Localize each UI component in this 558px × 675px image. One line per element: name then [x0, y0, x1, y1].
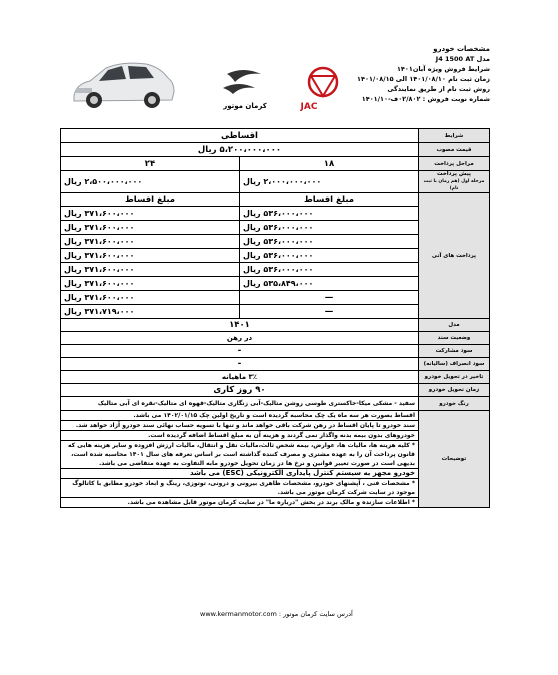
row-fee	[61, 358, 490, 371]
spec-block	[350, 44, 490, 104]
row-prepay	[61, 171, 490, 193]
note-item: * اطلاعات سازنده و مالک برند در بخش "درباره ما" در سایت کرمان موتور قابل مشاهده می باشد.	[61, 498, 419, 508]
footer-site-label: آدرس سایت کرمان موتور :	[278, 610, 353, 618]
install-18-cell: ۵۳۶،۰۰۰،۰۰۰ ریال	[240, 207, 419, 221]
row-notes-1	[61, 411, 490, 421]
row-terms	[61, 157, 490, 171]
install-18-cell: —	[240, 291, 419, 305]
row-year	[61, 319, 490, 332]
label-fee: سود انصراف (سالیانه)	[419, 358, 490, 371]
install-24-cell: ۳۷۱،۶۰۰،۰۰۰ ریال	[61, 291, 240, 305]
note-item: اقساط بصورت هر سه ماه یک چک محاسبه گردیده است و تاریخ اولین چک ۱۴۰۲/۰۱/۱۵ می باشد.	[61, 411, 419, 421]
note-item: * مشخصات فنی ، آپشنهای خودرو، مشخصات ظاهری بیرونی و درونی، توتوزی، رینگ و ابعاد خودرو مطابق با کاتالوگ موجود در سایت شرکت کرمان موتور می باشد.	[61, 479, 419, 498]
footer-site-link[interactable]: www.kermanmotor.com	[200, 610, 277, 618]
value-prepay-24: ۲،۵۰۰،۰۰۰،۰۰۰ ریال	[61, 171, 240, 193]
row-delivery	[61, 384, 490, 397]
label-delivery: زمان تحویل خودرو	[419, 384, 490, 397]
install-24-cell: ۳۷۱،۶۰۰،۰۰۰ ریال	[61, 235, 240, 249]
footer	[200, 610, 353, 618]
row-doc	[61, 332, 490, 345]
note-item: سند خودرو تا پایان اقساط در رهن شرکت باقی خواهد ماند و تنها با تسویه حساب نهائی سند خودرو آزاد خواهد شد.	[61, 421, 419, 431]
install-18-cell: ۵۳۶،۰۰۰،۰۰۰ ریال	[240, 221, 419, 235]
label-prepay: پیش پرداخت مرحله اول (هم زمان با ثبت نام)	[419, 171, 490, 193]
value-prepay-18: ۲،۰۰۰،۰۰۰،۰۰۰ ریال	[240, 171, 419, 193]
install-18-cell: —	[240, 305, 419, 319]
install-header-18: مبلغ اقساط	[240, 193, 419, 207]
install-18-cell: ۵۳۶،۰۰۰،۰۰۰ ریال	[240, 235, 419, 249]
value-year: ۱۴۰۱	[61, 319, 419, 332]
install-18-cell: ۵۳۵،۸۴۹،۰۰۰ ریال	[240, 277, 419, 291]
label-profit: سود مشارکت	[419, 345, 490, 358]
install-24-cell: ۳۷۱،۶۰۰،۰۰۰ ریال	[61, 249, 240, 263]
value-fee: -	[61, 358, 419, 371]
value-delivery: ۹۰ روز کاری	[61, 384, 419, 397]
row-type	[61, 129, 490, 143]
spec-reg-method: روش ثبت نام از طریق نمایندگی	[387, 85, 490, 93]
label-notes: توضیحات	[419, 411, 490, 508]
value-type: اقساطی	[61, 129, 419, 143]
install-18-cell: ۵۳۶،۰۰۰،۰۰۰ ریال	[240, 263, 419, 277]
install-24-cell: ۳۷۱،۷۱۹،۰۰۰ ریال	[61, 305, 240, 319]
value-profit: -	[61, 345, 419, 358]
value-terms-24: ۲۴	[61, 157, 240, 171]
row-price	[61, 143, 490, 157]
spec-conditions: شرایط فروش ویژه آبان۱۴۰۱	[396, 65, 490, 73]
jac-logo-text: JAC	[300, 102, 318, 112]
label-monthly: پرداخت های آتی	[419, 193, 490, 319]
label-delay: تاخیر در تحویل خودرو	[419, 371, 490, 384]
label-price: قیمت مصوب	[419, 143, 490, 157]
note-item: خودرو مجهز به سیستم کنترل پایداری الکترونیکی (ESC) می باشد	[61, 469, 419, 479]
label-terms: مراحل پرداخت	[419, 157, 490, 171]
spec-reg-time: زمان ثبت نام ۱۴۰۱/۰۸/۱۰ الی ۱۴۰۱/۰۸/۱۵	[357, 75, 490, 83]
label-color: رنگ خودرو	[419, 397, 490, 411]
note-item: خودروهای بدون بیمه بدنه واگذار نمی گردند و هزینه آن به مبلغ اقساط اضافه گردیده است.	[61, 431, 419, 441]
install-24-cell: ۳۷۱،۶۰۰،۰۰۰ ریال	[61, 263, 240, 277]
install-24-cell: ۳۷۱،۶۰۰،۰۰۰ ریال	[61, 221, 240, 235]
row-color	[61, 397, 490, 411]
label-type: شرایط	[419, 129, 490, 143]
install-18-cell: ۵۳۶،۰۰۰،۰۰۰ ریال	[240, 249, 419, 263]
spec-model: مدل J4 1500 AT	[435, 55, 490, 63]
row-install-header	[61, 193, 490, 207]
value-color: سفید - مشکی میکا-خاکستری طوسی روشن متالیک-آبی زنگاری متالیک-قهوه ای متالیک-نقره ای آبی متالیک	[61, 397, 419, 411]
install-24-cell: ۳۷۱،۶۰۰،۰۰۰ ریال	[61, 277, 240, 291]
install-header-24: مبلغ اقساط	[61, 193, 240, 207]
label-doc: وضعیت سند	[419, 332, 490, 345]
car-image	[68, 54, 178, 114]
note-item: * کلیه هزینه ها، مالیات ها، عوارض، بیمه شخص ثالث،مالیات نقل و انتقال، مالیات ارزش افزوده و سایر هزینه هایی که قانون پرداخت آن را به عهده مشتری و مصرف کننده گذاشته است بر اساس تعرفه های سال ۱۴۰۱ محاسبه شده است، بدیهی است در صورت تغییر قوانین و نرخ ها در زمان تحویل خودرو مابه التفاوت به عهده متقاضی می باشد.	[61, 441, 419, 469]
row-profit	[61, 345, 490, 358]
sales-table	[60, 128, 490, 508]
value-price: ۵،۲۰۰،۰۰۰،۰۰۰ ریال	[61, 143, 419, 157]
install-24-cell: ۳۷۱،۶۰۰،۰۰۰ ریال	[61, 207, 240, 221]
header	[60, 44, 490, 122]
row-delay	[61, 371, 490, 384]
spec-title: مشخصات خودرو	[433, 45, 490, 53]
kerman-logo-text: کرمان موتور	[223, 102, 267, 110]
value-doc: در رهن	[61, 332, 419, 345]
value-delay: ۳٪ ماهیانه	[61, 371, 419, 384]
label-year: مدل	[419, 319, 490, 332]
spec-sale-no: شماره نوبت فروش : ۰۲/۸۰۲ف-۱۴۰۱/۱۰	[361, 95, 490, 103]
value-terms-18: ۱۸	[240, 157, 419, 171]
